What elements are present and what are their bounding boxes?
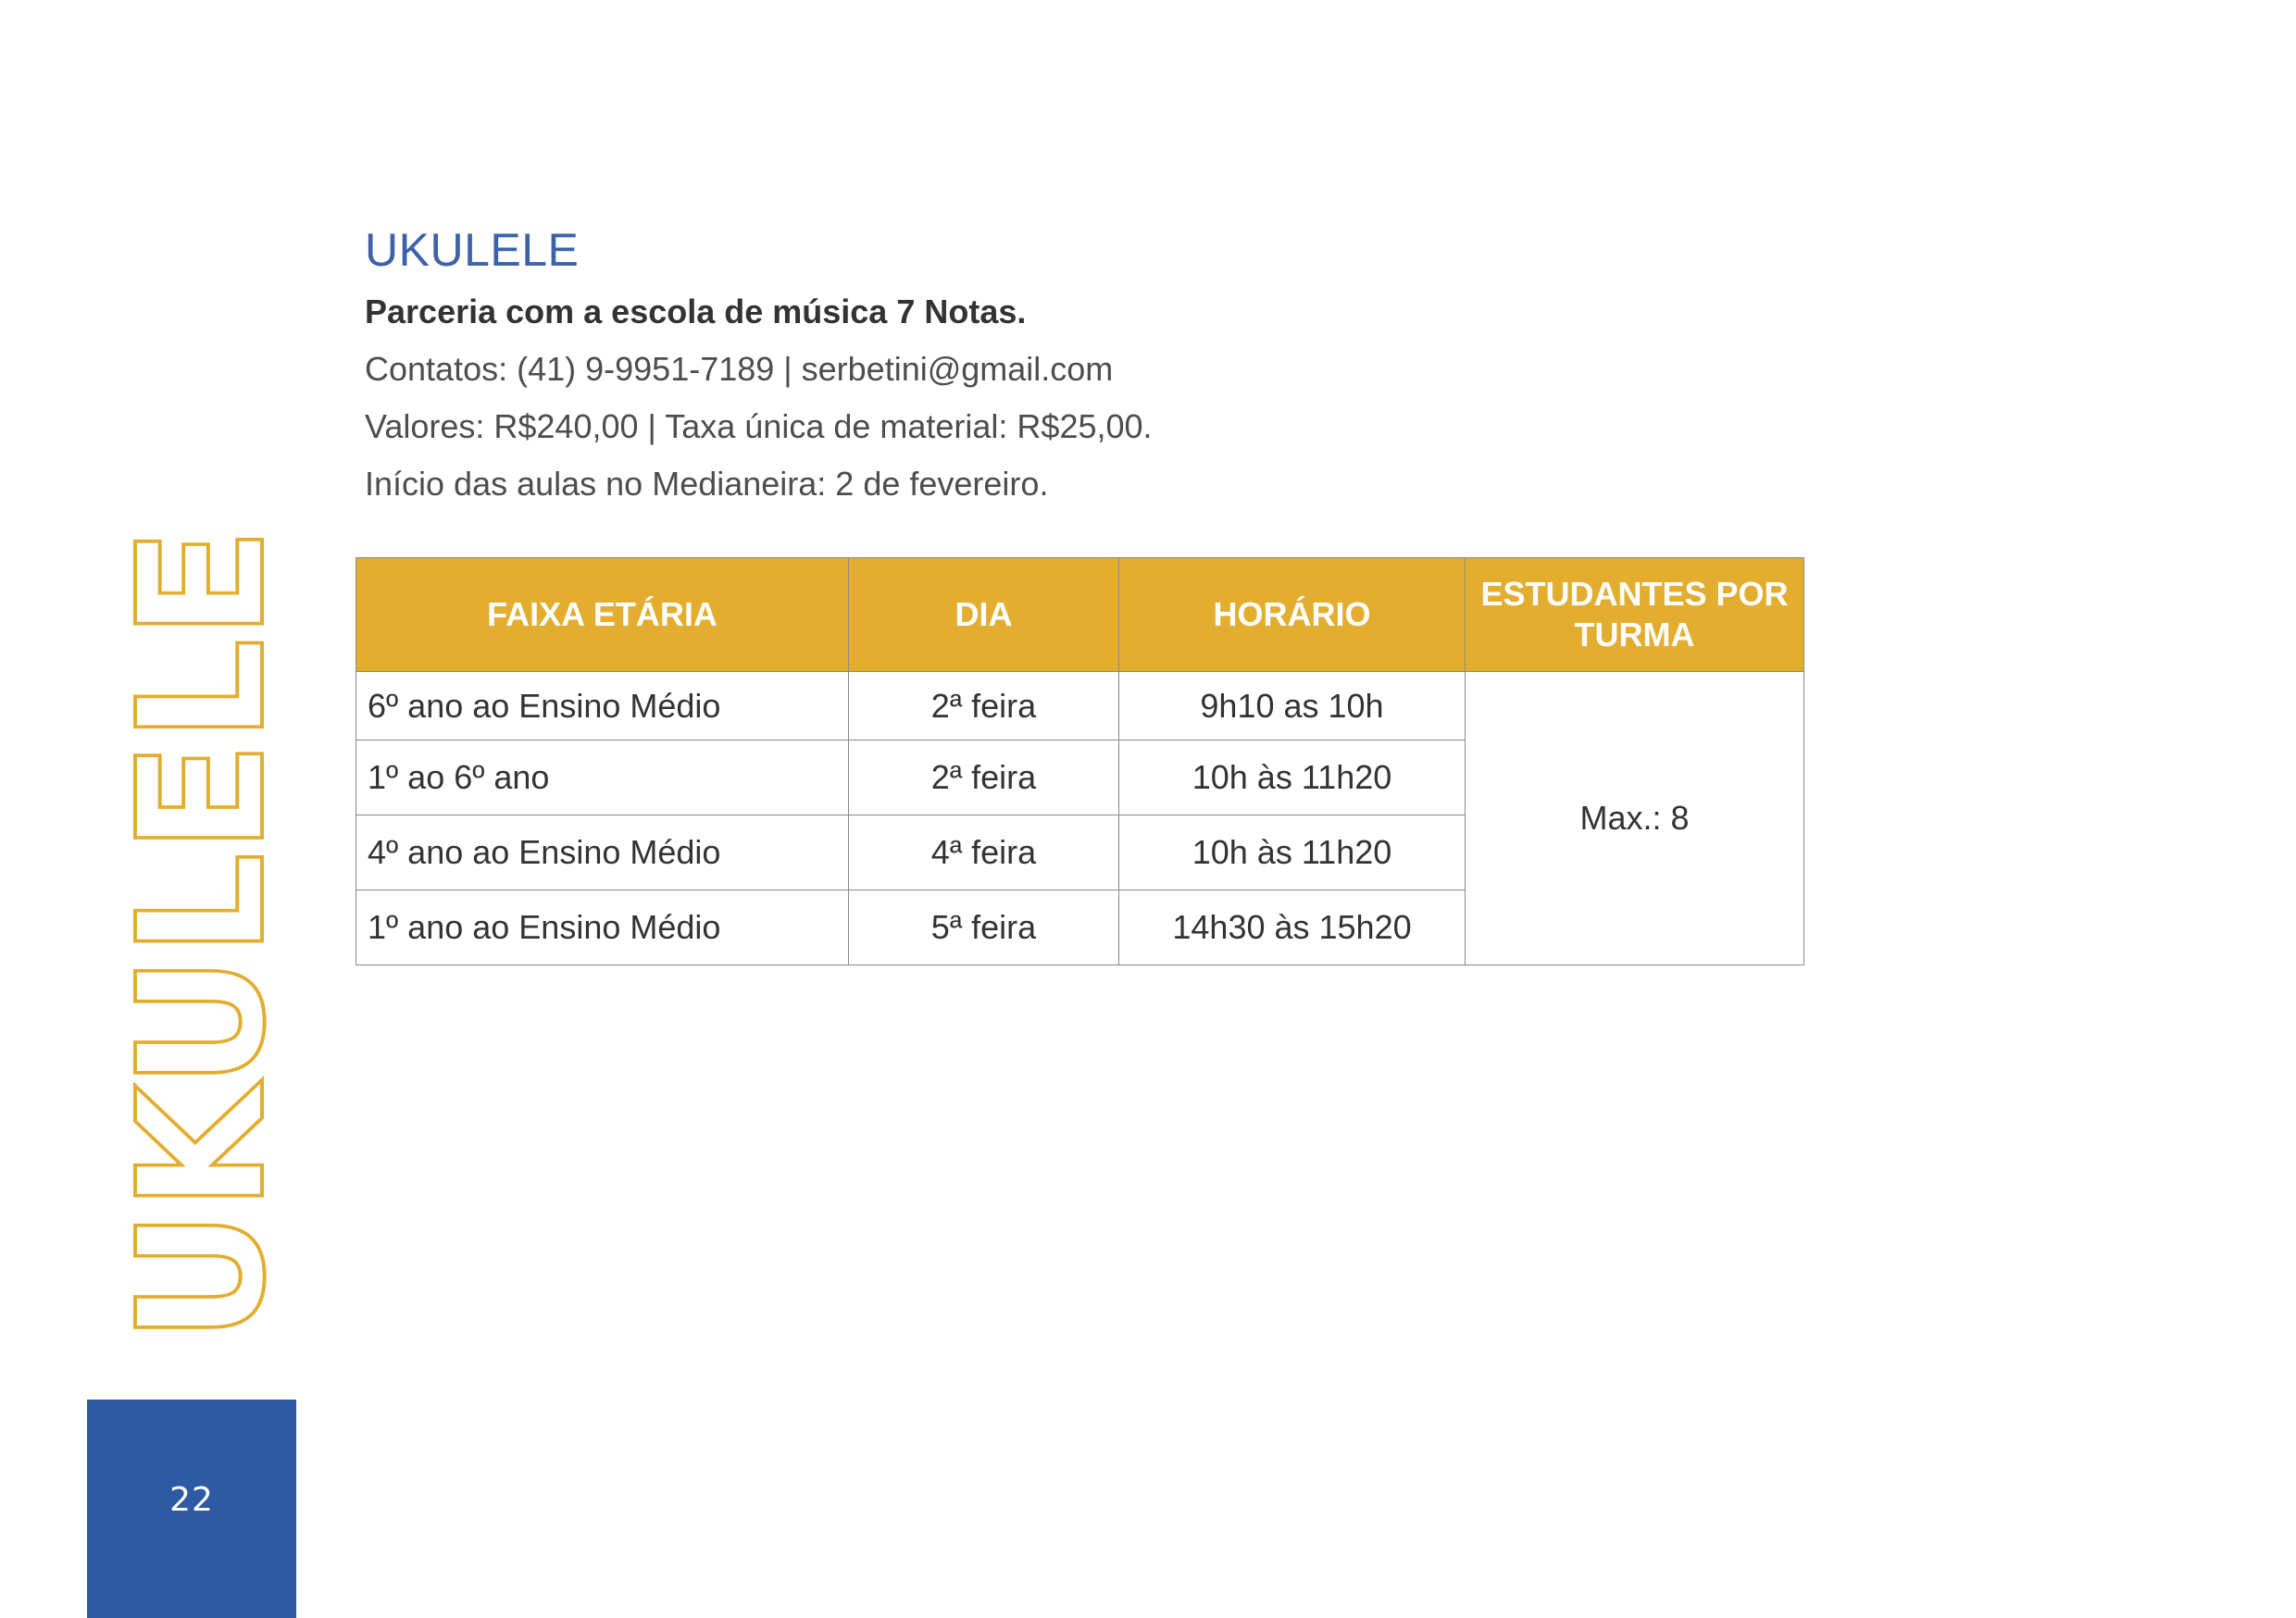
cell-time: 9h10 as 10h [1119, 672, 1466, 741]
cell-students-per-class: Max.: 8 [1466, 672, 1804, 965]
side-title-text: UKULELE [101, 467, 304, 1342]
header-time: HORÁRIO [1119, 558, 1466, 672]
table-row [356, 672, 1804, 741]
side-title-graphic [101, 467, 304, 1342]
cell-day: 4ª feira [849, 815, 1119, 890]
cell-time: 10h às 11h20 [1119, 741, 1466, 815]
table-header-row [356, 558, 1804, 672]
cell-day: 2ª feira [849, 741, 1119, 815]
cell-time: 10h às 11h20 [1119, 815, 1466, 890]
side-title [101, 467, 304, 1342]
cell-age-group: 1º ano ao Ensino Médio [356, 890, 849, 965]
cell-age-group: 6º ano ao Ensino Médio [356, 672, 849, 741]
header-students-per-class: ESTUDANTES POR TURMA [1466, 558, 1804, 672]
course-title: UKULELE [365, 224, 580, 276]
cell-time: 14h30 às 15h20 [1119, 890, 1466, 965]
cell-age-group: 1º ao 6º ano [356, 741, 849, 815]
page-number: 22 [169, 1481, 214, 1519]
cell-age-group: 4º ano ao Ensino Médio [356, 815, 849, 890]
schedule-table [356, 557, 1804, 965]
header-age-group: FAIXA ETÁRIA [356, 558, 849, 672]
header-day: DIA [849, 558, 1119, 672]
course-info [365, 220, 1939, 513]
prices-text: Valores: R$240,00 | Taxa única de material: R$25,00. [365, 407, 1153, 445]
cell-day: 2ª feira [849, 672, 1119, 741]
page-number-tab [87, 1400, 296, 1618]
cell-day: 5ª feira [849, 890, 1119, 965]
partnership-text: Parceria com a escola de música 7 Notas. [365, 292, 1027, 330]
contacts-text: Contatos: (41) 9-9951-7189 | serbetini@gmail.com [365, 350, 1114, 388]
start-date-text: Início das aulas no Medianeira: 2 de fevereiro. [365, 465, 1049, 503]
